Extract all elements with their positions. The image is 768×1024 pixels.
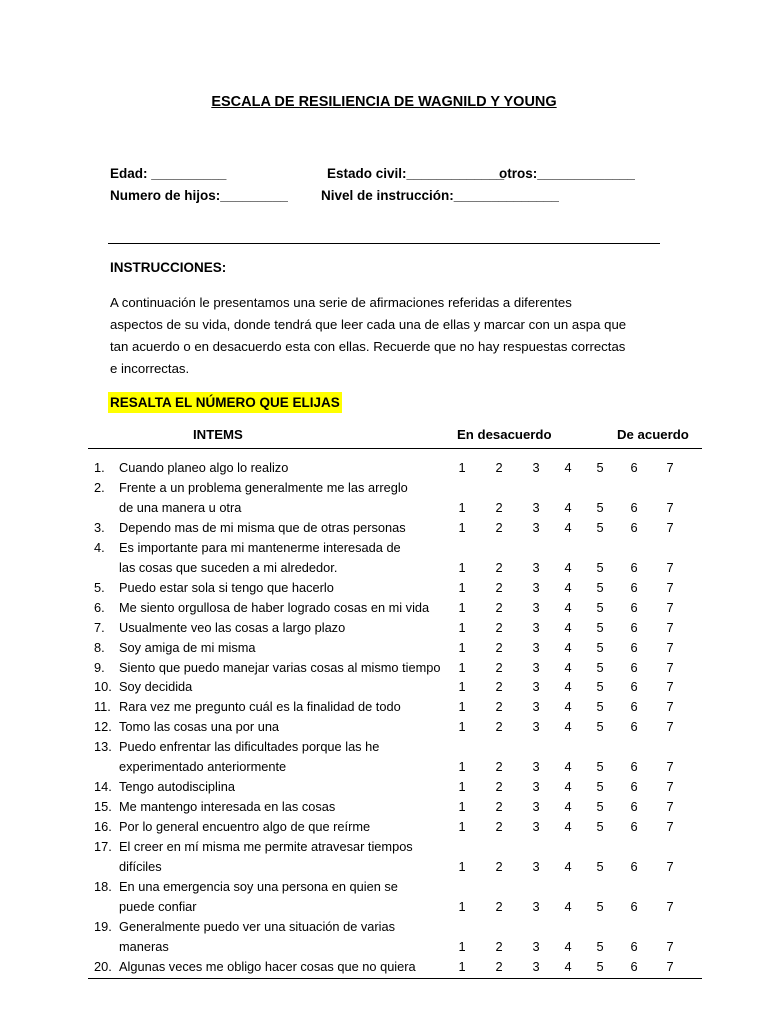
- item-number: 17.: [94, 839, 112, 855]
- scale-option-2[interactable]: 2: [495, 819, 503, 835]
- table-bottom-divider: [88, 978, 702, 979]
- table-row: [0, 498, 768, 518]
- scale-option-2[interactable]: 2: [495, 579, 503, 595]
- scale-option-7[interactable]: 7: [666, 819, 674, 835]
- highlight-instruction: RESALTA EL NÚMERO QUE ELIJAS: [108, 392, 342, 413]
- item-text: Cuando planeo algo lo realizo: [119, 460, 289, 475]
- item-text: Generalmente puedo ver una situación de varias: [119, 918, 396, 934]
- scale-option-6[interactable]: 6: [630, 699, 638, 715]
- table-row: [0, 578, 768, 598]
- scale-option-7[interactable]: 7: [666, 679, 674, 695]
- item-text: Es importante para mi mantenerme interesada de: [119, 539, 401, 555]
- scale-option-1[interactable]: 1: [458, 599, 466, 615]
- item-text: Tengo autodisciplina: [119, 779, 235, 795]
- scale-option-2[interactable]: 2: [495, 679, 503, 695]
- item-number: 3.: [94, 519, 105, 535]
- scale-option-2[interactable]: 2: [495, 958, 503, 974]
- scale-option-5[interactable]: 5: [596, 559, 604, 575]
- scale-option-5[interactable]: 5: [596, 599, 604, 615]
- item-number: 19.: [94, 918, 112, 934]
- scale-option-4[interactable]: 4: [564, 679, 572, 695]
- estado-civil-field[interactable]: Estado civil:_____________: [327, 166, 505, 181]
- scale-option-3[interactable]: 3: [532, 958, 540, 974]
- item-number: 16.: [94, 819, 112, 835]
- nivel-instruccion-field[interactable]: Nivel de instrucción:______________: [321, 188, 559, 203]
- scale-option-4[interactable]: 4: [564, 799, 572, 815]
- scale-option-2[interactable]: 2: [495, 499, 503, 515]
- scale-option-2[interactable]: 2: [495, 779, 503, 795]
- item-number: 10.: [94, 679, 112, 695]
- item-number: 13.: [94, 739, 112, 755]
- scale-option-3[interactable]: 3: [532, 779, 540, 795]
- table-row: [0, 677, 768, 697]
- item-text: difíciles: [119, 859, 162, 874]
- scale-option-2[interactable]: 2: [495, 719, 503, 735]
- table-row: [0, 598, 768, 618]
- table-row: [0, 837, 768, 857]
- scale-option-3[interactable]: 3: [532, 659, 540, 675]
- table-row: [0, 817, 768, 837]
- scale-option-6[interactable]: 6: [630, 599, 638, 615]
- item-number: 11.: [94, 699, 111, 715]
- scale-option-4[interactable]: 4: [564, 499, 572, 515]
- scale-option-1[interactable]: 1: [458, 659, 466, 675]
- scale-option-4[interactable]: 4: [564, 460, 572, 475]
- scale-option-3[interactable]: 3: [532, 460, 540, 475]
- scale-option-4[interactable]: 4: [564, 958, 572, 974]
- item-text: Usualmente veo las cosas a largo plazo: [119, 619, 346, 635]
- table-row: [0, 618, 768, 638]
- scale-option-3[interactable]: 3: [532, 938, 540, 954]
- scale-option-6[interactable]: 6: [630, 679, 638, 695]
- scale-option-4[interactable]: 4: [564, 519, 572, 535]
- scale-option-1[interactable]: 1: [458, 679, 466, 695]
- table-row: [0, 757, 768, 777]
- scale-option-1[interactable]: 1: [458, 759, 466, 775]
- scale-option-6[interactable]: 6: [630, 779, 638, 795]
- scale-option-4[interactable]: 4: [564, 819, 572, 835]
- scale-option-1[interactable]: 1: [458, 559, 466, 575]
- scale-option-5[interactable]: 5: [596, 619, 604, 635]
- scale-option-4[interactable]: 4: [564, 759, 572, 775]
- scale-option-6[interactable]: 6: [630, 559, 638, 575]
- instructions-line: aspectos de su vida, donde tendrá que leer cada una de ellas y marcar con un aspa que: [110, 317, 627, 332]
- scale-option-6[interactable]: 6: [630, 819, 638, 835]
- item-number: 2.: [94, 479, 105, 495]
- scale-option-6[interactable]: 6: [630, 859, 638, 874]
- scale-option-7[interactable]: 7: [666, 958, 674, 974]
- scale-option-1[interactable]: 1: [458, 938, 466, 954]
- scale-option-3[interactable]: 3: [532, 799, 540, 815]
- scale-option-3[interactable]: 3: [532, 619, 540, 635]
- item-number: 15.: [94, 799, 112, 815]
- scale-option-6[interactable]: 6: [630, 460, 638, 475]
- scale-option-6[interactable]: 6: [630, 579, 638, 595]
- scale-option-7[interactable]: 7: [666, 639, 674, 655]
- instructions-line: tan acuerdo o en desacuerdo esta con ellas. Recuerde que no hay respuestas correctas: [110, 339, 626, 354]
- scale-option-4[interactable]: 4: [564, 779, 572, 795]
- scale-option-4[interactable]: 4: [564, 599, 572, 615]
- scale-option-3[interactable]: 3: [532, 599, 540, 615]
- scale-option-5[interactable]: 5: [596, 579, 604, 595]
- table-row: [0, 877, 768, 897]
- scale-option-5[interactable]: 5: [596, 938, 604, 954]
- item-text: Algunas veces me obligo hacer cosas que no quiera: [119, 958, 416, 974]
- item-text: Me siento orgullosa de haber logrado cosas en mi vida: [119, 599, 430, 615]
- scale-option-4[interactable]: 4: [564, 938, 572, 954]
- scale-option-1[interactable]: 1: [458, 639, 466, 655]
- scale-option-7[interactable]: 7: [666, 898, 674, 914]
- scale-option-5[interactable]: 5: [596, 759, 604, 775]
- scale-option-1[interactable]: 1: [458, 799, 466, 815]
- scale-option-2[interactable]: 2: [495, 639, 503, 655]
- scale-option-3[interactable]: 3: [532, 679, 540, 695]
- scale-option-1[interactable]: 1: [458, 819, 466, 835]
- scale-option-5[interactable]: 5: [596, 460, 604, 475]
- item-text: maneras: [119, 938, 169, 954]
- scale-option-6[interactable]: 6: [630, 958, 638, 974]
- item-text: Puedo enfrentar las dificultades porque las he: [119, 739, 380, 755]
- scale-option-1[interactable]: 1: [458, 579, 466, 595]
- scale-option-5[interactable]: 5: [596, 659, 604, 675]
- table-row: [0, 957, 768, 977]
- item-number: 9.: [94, 659, 105, 675]
- table-row: [0, 558, 768, 578]
- item-text: experimentado anteriormente: [119, 759, 287, 775]
- item-number: 12.: [94, 719, 112, 735]
- scale-option-2[interactable]: 2: [495, 559, 503, 575]
- scale-option-1[interactable]: 1: [458, 460, 466, 475]
- items-column-header: INTEMS: [193, 427, 243, 442]
- scale-option-5[interactable]: 5: [596, 819, 604, 835]
- scale-option-1[interactable]: 1: [458, 499, 466, 515]
- scale-option-4[interactable]: 4: [564, 719, 572, 735]
- scale-option-4[interactable]: 4: [564, 559, 572, 575]
- scale-option-6[interactable]: 6: [630, 938, 638, 954]
- table-row: [0, 658, 768, 678]
- scale-option-4[interactable]: 4: [564, 579, 572, 595]
- scale-option-5[interactable]: 5: [596, 519, 604, 535]
- table-row: [0, 937, 768, 957]
- scale-option-2[interactable]: 2: [495, 659, 503, 675]
- table-row: [0, 737, 768, 757]
- scale-option-3[interactable]: 3: [532, 859, 540, 874]
- table-row: [0, 777, 768, 797]
- scale-option-2[interactable]: 2: [495, 699, 503, 715]
- scale-option-7[interactable]: 7: [666, 779, 674, 795]
- scale-option-6[interactable]: 6: [630, 659, 638, 675]
- scale-option-7[interactable]: 7: [666, 579, 674, 595]
- scale-option-7[interactable]: 7: [666, 719, 674, 735]
- scale-option-6[interactable]: 6: [630, 619, 638, 635]
- scale-option-6[interactable]: 6: [630, 759, 638, 775]
- item-number: 14.: [94, 779, 112, 795]
- scale-option-4[interactable]: 4: [564, 699, 572, 715]
- scale-option-7[interactable]: 7: [666, 519, 674, 535]
- scale-option-2[interactable]: 2: [495, 619, 503, 635]
- scale-option-2[interactable]: 2: [495, 519, 503, 535]
- scale-option-1[interactable]: 1: [458, 719, 466, 735]
- table-row: [0, 897, 768, 917]
- item-number: 7.: [94, 619, 105, 635]
- scale-option-3[interactable]: 3: [532, 719, 540, 735]
- scale-option-4[interactable]: 4: [564, 639, 572, 655]
- scale-option-3[interactable]: 3: [532, 559, 540, 575]
- item-text: las cosas que suceden a mi alrededor.: [119, 559, 338, 575]
- item-text: Soy amiga de mi misma: [119, 639, 256, 655]
- item-text: Frente a un problema generalmente me las arreglo: [119, 479, 408, 495]
- table-row: [0, 518, 768, 538]
- scale-option-2[interactable]: 2: [495, 898, 503, 914]
- scale-option-5[interactable]: 5: [596, 719, 604, 735]
- item-text: Dependo mas de mi misma que de otras personas: [119, 519, 406, 535]
- scale-option-1[interactable]: 1: [458, 958, 466, 974]
- table-row: [0, 917, 768, 937]
- scale-option-6[interactable]: 6: [630, 499, 638, 515]
- table-row: [0, 797, 768, 817]
- scale-option-7[interactable]: 7: [666, 659, 674, 675]
- item-text: En una emergencia soy una persona en quien se: [119, 878, 398, 894]
- scale-option-7[interactable]: 7: [666, 699, 674, 715]
- agree-column-header: De acuerdo: [617, 427, 689, 442]
- item-text: de una manera u otra: [119, 499, 242, 515]
- scale-option-7[interactable]: 7: [666, 460, 674, 475]
- table-row: [0, 538, 768, 558]
- numero-hijos-field[interactable]: Numero de hijos:_________: [110, 188, 288, 203]
- scale-option-5[interactable]: 5: [596, 679, 604, 695]
- scale-option-5[interactable]: 5: [596, 859, 604, 874]
- item-number: 4.: [94, 539, 105, 555]
- scale-option-6[interactable]: 6: [630, 719, 638, 735]
- scale-option-5[interactable]: 5: [596, 898, 604, 914]
- item-number: 8.: [94, 639, 105, 655]
- scale-option-7[interactable]: 7: [666, 559, 674, 575]
- scale-option-2[interactable]: 2: [495, 599, 503, 615]
- item-text: Me mantengo interesada en las cosas: [119, 799, 336, 815]
- scale-option-7[interactable]: 7: [666, 619, 674, 635]
- scale-option-1[interactable]: 1: [458, 619, 466, 635]
- scale-option-5[interactable]: 5: [596, 799, 604, 815]
- scale-option-1[interactable]: 1: [458, 898, 466, 914]
- otros-field[interactable]: otros:_____________: [499, 166, 635, 181]
- scale-option-5[interactable]: 5: [596, 499, 604, 515]
- scale-option-2[interactable]: 2: [495, 460, 503, 475]
- table-row: [0, 458, 768, 478]
- scale-option-4[interactable]: 4: [564, 898, 572, 914]
- table-row: [0, 857, 768, 877]
- scale-option-2[interactable]: 2: [495, 799, 503, 815]
- scale-option-7[interactable]: 7: [666, 759, 674, 775]
- item-text: Tomo las cosas una por una: [119, 719, 280, 735]
- item-text: Rara vez me pregunto cuál es la finalidad de todo: [119, 699, 401, 715]
- instructions-heading: INSTRUCCIONES:: [110, 260, 227, 275]
- scale-option-7[interactable]: 7: [666, 859, 674, 874]
- scale-option-6[interactable]: 6: [630, 639, 638, 655]
- scale-option-1[interactable]: 1: [458, 519, 466, 535]
- item-number: 20.: [94, 958, 112, 974]
- scale-option-6[interactable]: 6: [630, 799, 638, 815]
- instructions-line: e incorrectas.: [110, 361, 190, 376]
- scale-option-5[interactable]: 5: [596, 639, 604, 655]
- scale-option-3[interactable]: 3: [532, 699, 540, 715]
- edad-field[interactable]: Edad: __________: [110, 166, 227, 181]
- scale-option-7[interactable]: 7: [666, 938, 674, 954]
- scale-option-3[interactable]: 3: [532, 579, 540, 595]
- scale-option-2[interactable]: 2: [495, 938, 503, 954]
- item-text: Puedo estar sola si tengo que hacerlo: [119, 579, 334, 595]
- scale-option-4[interactable]: 4: [564, 859, 572, 874]
- scale-option-5[interactable]: 5: [596, 779, 604, 795]
- table-row: [0, 638, 768, 658]
- scale-option-3[interactable]: 3: [532, 499, 540, 515]
- scale-option-7[interactable]: 7: [666, 799, 674, 815]
- item-number: 1.: [94, 460, 105, 475]
- scale-option-5[interactable]: 5: [596, 699, 604, 715]
- scale-option-3[interactable]: 3: [532, 759, 540, 775]
- item-number: 18.: [94, 878, 112, 894]
- scale-option-1[interactable]: 1: [458, 699, 466, 715]
- table-row: [0, 697, 768, 717]
- scale-option-4[interactable]: 4: [564, 619, 572, 635]
- scale-option-3[interactable]: 3: [532, 898, 540, 914]
- item-number: 5.: [94, 579, 105, 595]
- instructions-line: A continuación le presentamos una serie de afirmaciones referidas a diferentes: [110, 295, 572, 310]
- scale-option-6[interactable]: 6: [630, 519, 638, 535]
- scale-option-3[interactable]: 3: [532, 819, 540, 835]
- scale-option-7[interactable]: 7: [666, 499, 674, 515]
- table-row: [0, 478, 768, 498]
- item-text: El creer en mí misma me permite atravesar tiempos: [119, 839, 413, 855]
- item-text: Soy decidida: [119, 679, 193, 695]
- scale-option-7[interactable]: 7: [666, 599, 674, 615]
- scale-option-6[interactable]: 6: [630, 898, 638, 914]
- disagree-column-header: En desacuerdo: [457, 427, 552, 442]
- item-text: puede confiar: [119, 898, 197, 914]
- scale-option-2[interactable]: 2: [495, 759, 503, 775]
- scale-option-2[interactable]: 2: [495, 859, 503, 874]
- item-number: 6.: [94, 599, 105, 615]
- scale-option-3[interactable]: 3: [532, 639, 540, 655]
- scale-option-1[interactable]: 1: [458, 859, 466, 874]
- item-text: Por lo general encuentro algo de que reírme: [119, 819, 371, 835]
- form-title: ESCALA DE RESILIENCIA DE WAGNILD Y YOUNG: [211, 94, 557, 110]
- scale-option-5[interactable]: 5: [596, 958, 604, 974]
- table-row: [0, 717, 768, 737]
- scale-option-4[interactable]: 4: [564, 659, 572, 675]
- scale-option-1[interactable]: 1: [458, 779, 466, 795]
- item-text: Siento que puedo manejar varias cosas al mismo tiempo: [119, 659, 441, 675]
- scale-option-3[interactable]: 3: [532, 519, 540, 535]
